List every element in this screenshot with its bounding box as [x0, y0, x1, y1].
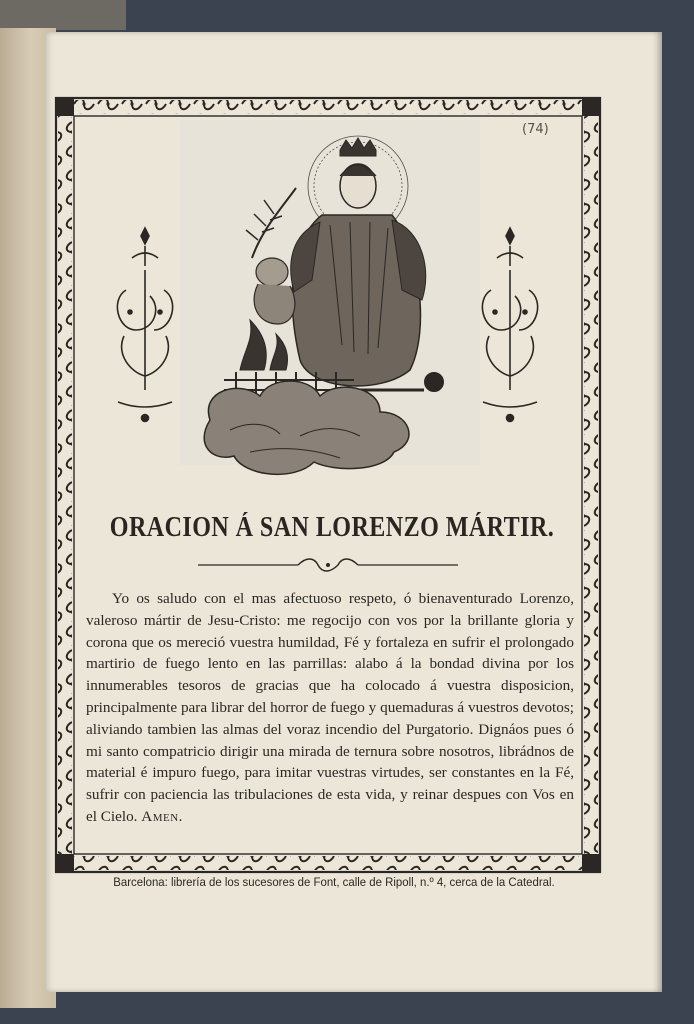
right-floral-ornament	[482, 228, 537, 422]
prayer-text: Yo os saludo con el mas afectuoso respeto, ó bienaventurado Lorenzo, valeroso mártir de Jesu-Cristo: me regocijo con vos por la brillante gloria y corona que os mereció vuestra humildad, Fé y fortaleza en sufrir el prolongado martirio de fuego lento en las parrillas: alabo á la bondad divina por los innumerables tesoros de gracias que ha colocado á vuestra disposicion, principalmente para librar del horror de fuego y quemaduras á vuestros devotos; aliviando tambien las almas del voraz incendio del Purgatorio. Dignáos pues ó mi santo compatricio dirigir una mirada de ternura sobre nosotros, librádnos de material é impuro fuego, para imitar vuestras virtudes, ser constantes en la Fé, sufrir con paciencia las tribulaciones de esta vida, y reinar despues con Vos en el Cielo.	[86, 590, 574, 825]
page-number: (74)	[522, 122, 549, 137]
publisher-imprint: Barcelona: librería de los sucesores de Font, calle de Ripoll, n.º 4, cerca de la Catedral.	[113, 875, 555, 889]
prayer-title: ORACION Á SAN LORENZO MÁRTIR.	[109, 512, 555, 543]
amen-text: Amen.	[141, 807, 183, 825]
title-divider-ornament	[198, 556, 458, 574]
prayer-body	[86, 588, 574, 828]
left-floral-ornament	[117, 228, 172, 422]
